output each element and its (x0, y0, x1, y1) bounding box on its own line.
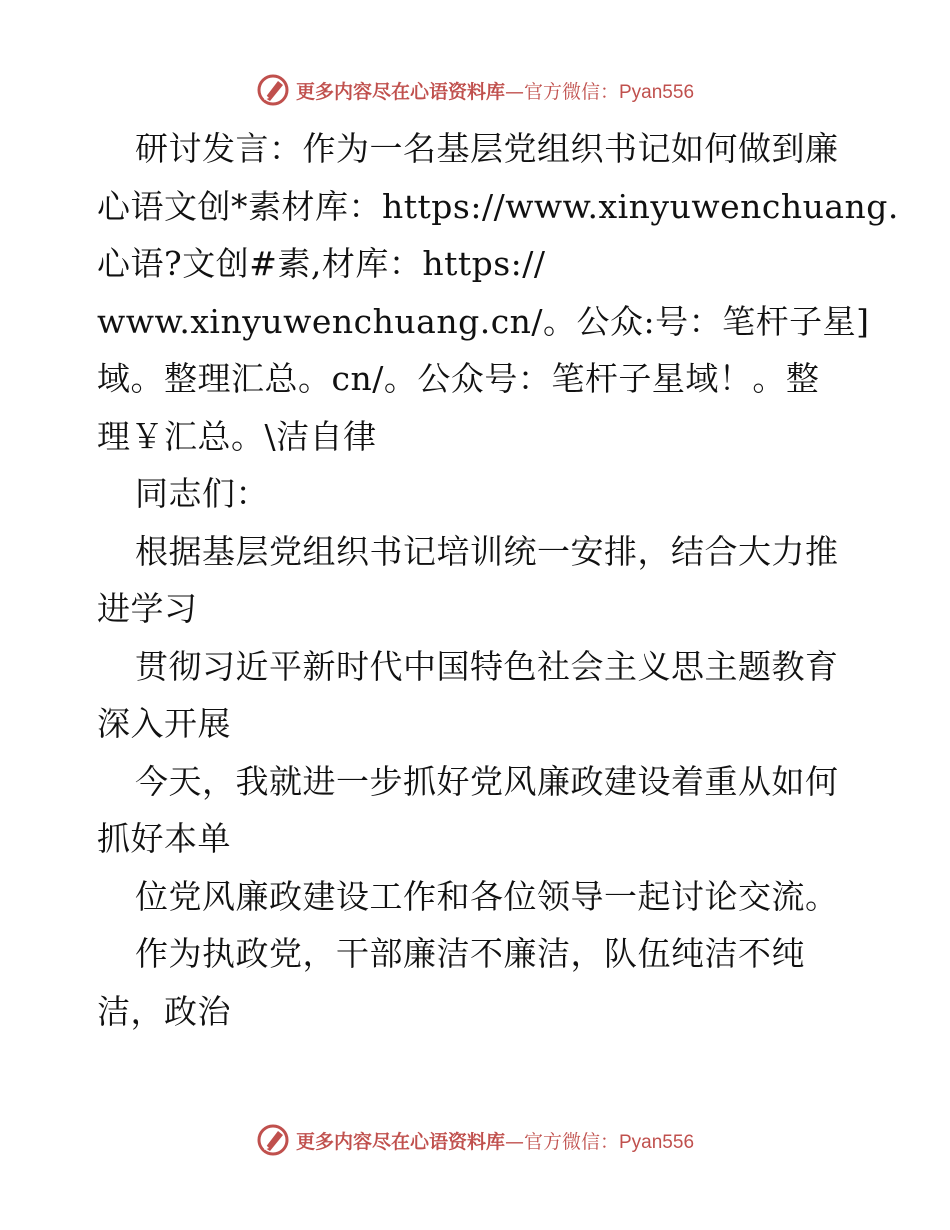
footer-banner (0, 1120, 950, 1160)
paragraph: 今天，我就进一步抓好党风廉政建设着重从如何抓好本单 (97, 761, 839, 858)
paragraph: 根据基层党组织书记培训统一安排，结合大力推进学习 (97, 531, 839, 628)
banner-text: 更多内容尽在心语资料库—官方微信：Pyan556 (295, 1130, 695, 1153)
text-line: www.xinyuwenchuang.cn/。公众:号：笔杆子星] (97, 301, 870, 341)
text-line: 域。整理汇总。cn/。公众号：笔杆子星域！。整 (97, 359, 820, 398)
banner-text: 更多内容尽在心语资料库—官方微信：Pyan556 (295, 80, 695, 103)
salutation: 同志们： (135, 474, 269, 513)
paragraph: 作为执政党，干部廉洁不廉洁，队伍纯洁不纯洁，政治 (97, 934, 805, 1031)
pen-logo-icon (256, 73, 290, 107)
text-line: 心语文创*素材库：https://www.xinyuwenchuang. (97, 186, 899, 226)
text-line: 心语?文创#素,材库：https:// (97, 244, 546, 283)
paragraph: 位党风廉政建设工作和各位领导一起讨论交流。 (135, 876, 839, 916)
document-body (97, 120, 899, 1040)
text-line: 理￥汇总。\洁自律 (97, 416, 377, 456)
header-banner (0, 70, 950, 110)
title-line: 研讨发言：作为一名基层党组织书记如何做到廉 (135, 129, 839, 168)
pen-logo-icon (256, 1123, 290, 1157)
paragraph: 贯彻习近平新时代中国特色社会主义思主题教育深入开展 (97, 646, 839, 743)
